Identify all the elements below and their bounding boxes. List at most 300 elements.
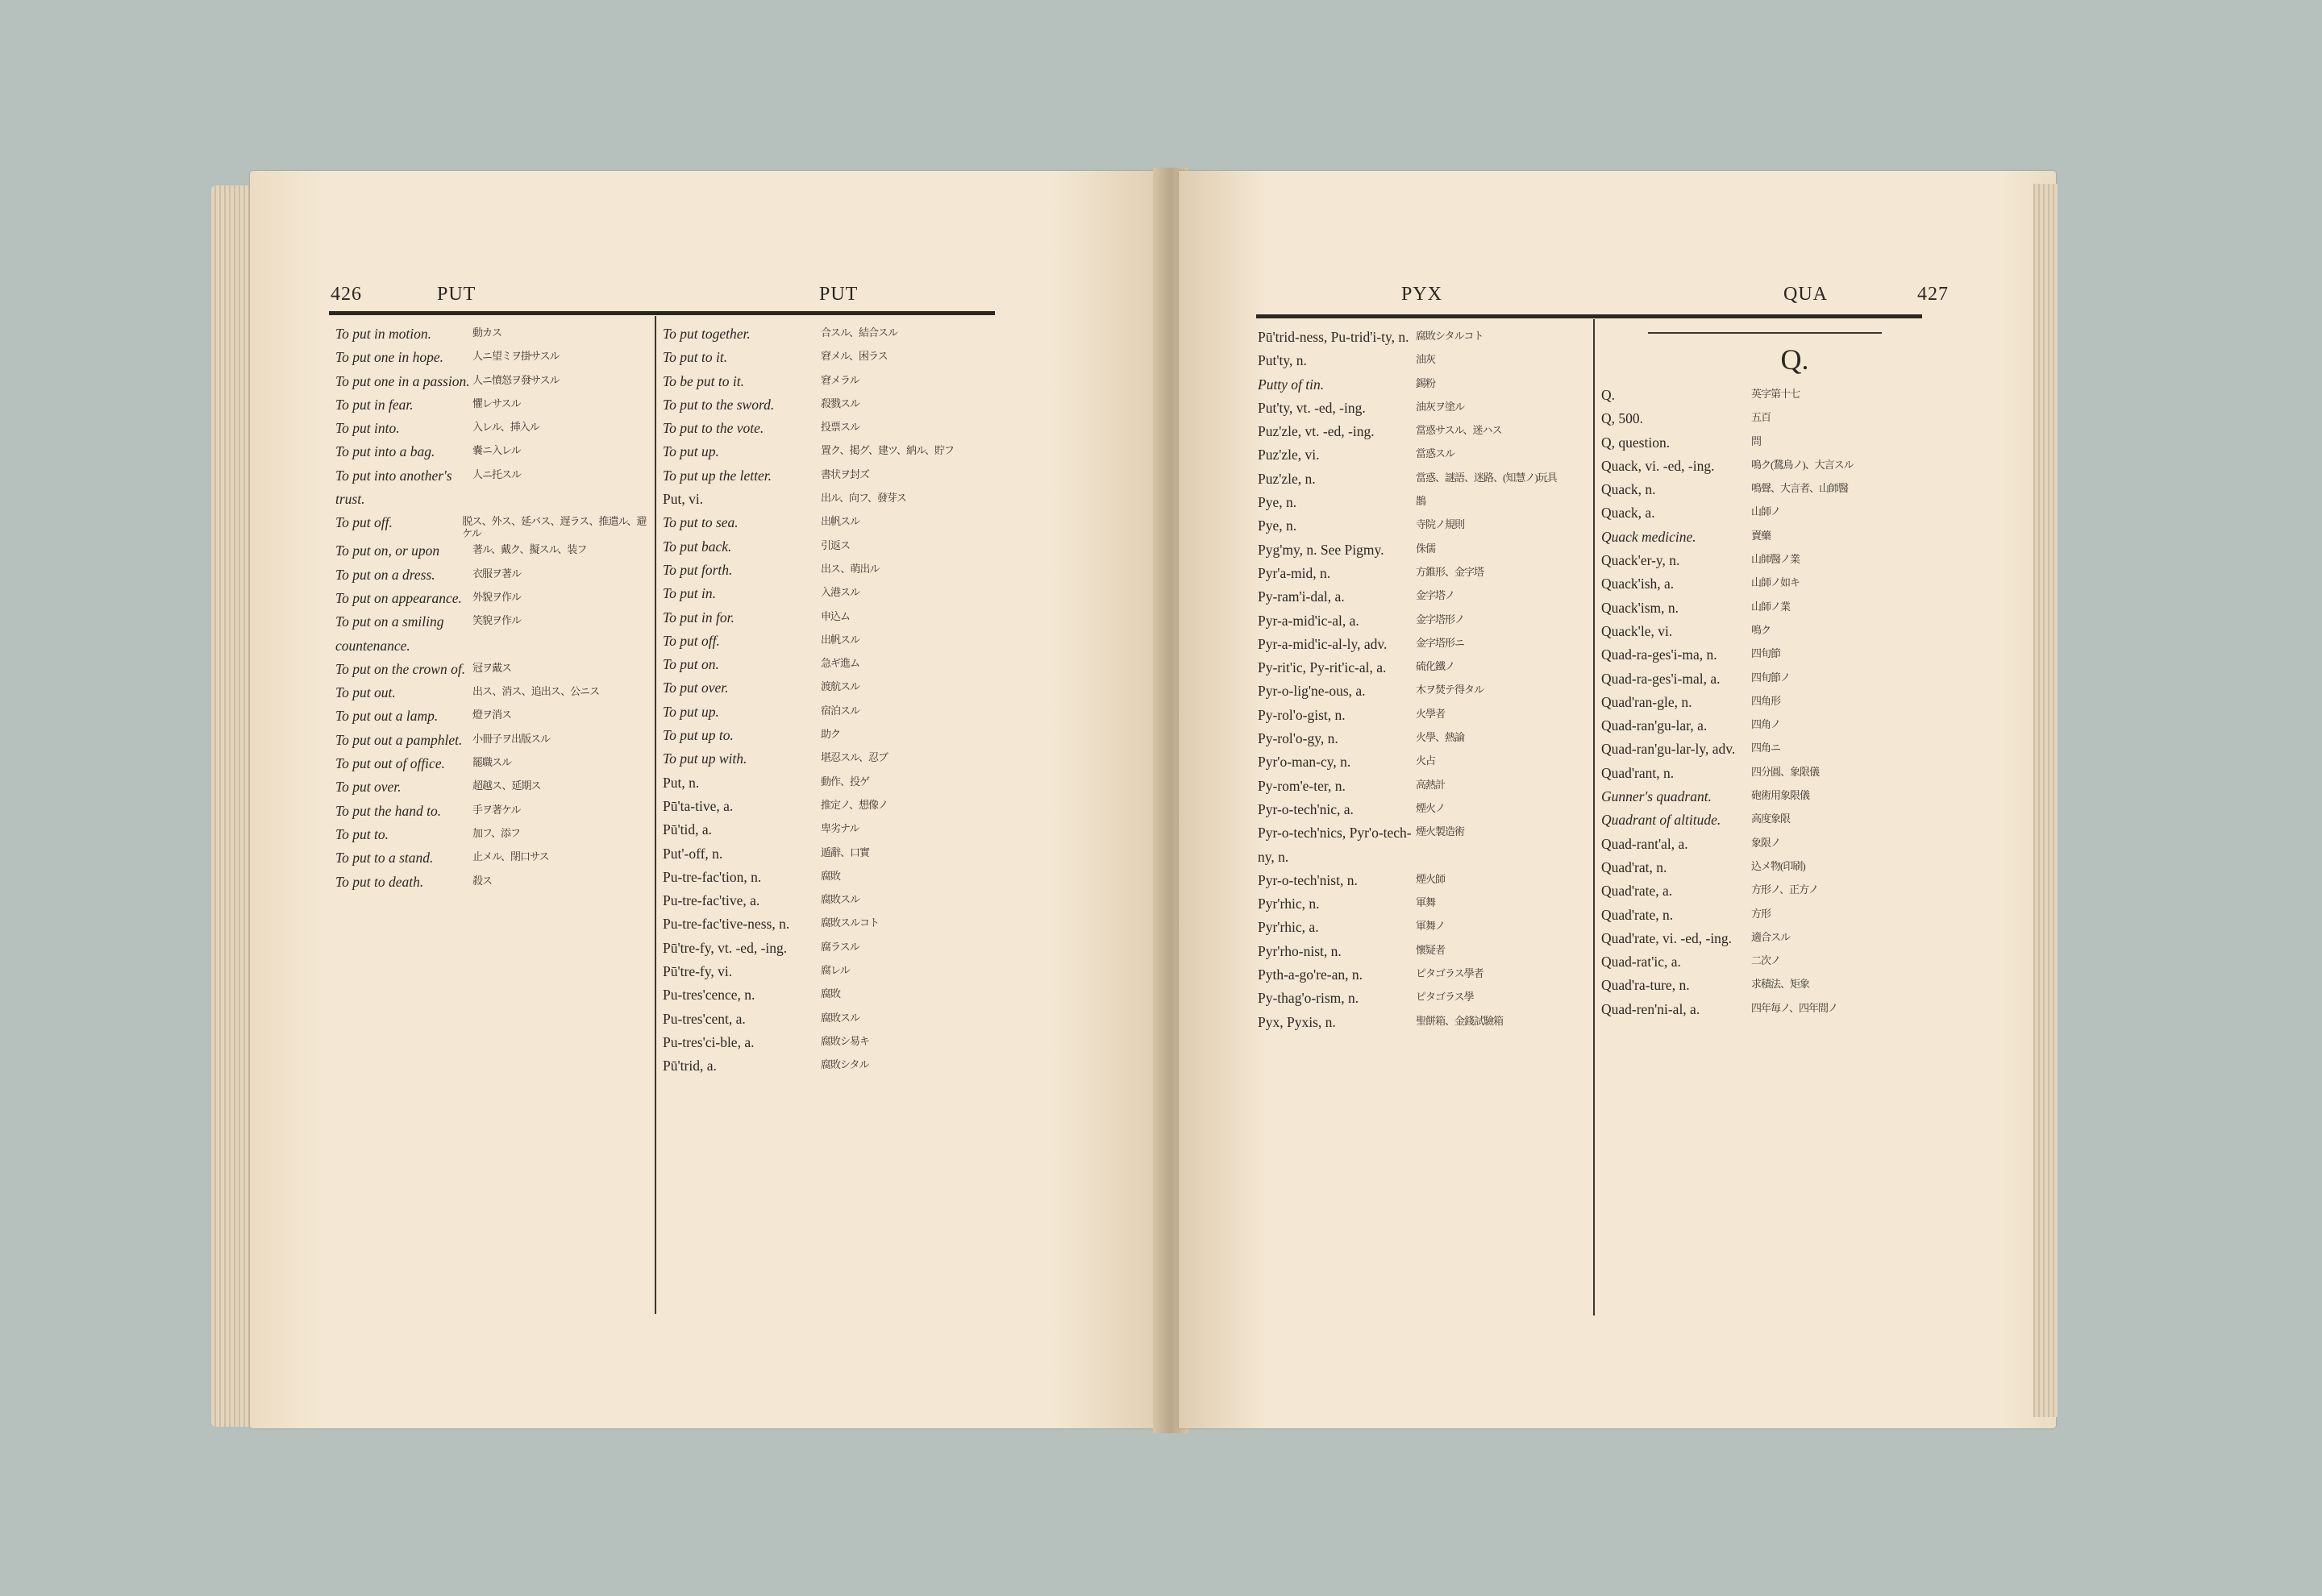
dictionary-entry xyxy=(335,800,650,823)
japanese-gloss: 火學、熱論 xyxy=(1416,731,1465,744)
running-head-right: QUA xyxy=(1783,284,1828,305)
dictionary-entry xyxy=(1258,633,1588,656)
dictionary-entry xyxy=(335,393,650,417)
japanese-gloss: 人ニ憤怒ヲ發サスル xyxy=(472,373,560,386)
headword: Quad-rat'ic, a. xyxy=(1601,954,1681,970)
japanese-gloss: 手ヲ著ケル xyxy=(472,803,521,816)
headword: To put to a stand. xyxy=(335,850,434,867)
dictionary-entry xyxy=(663,912,993,936)
japanese-gloss: 腐敗シ易キ xyxy=(821,1034,870,1047)
japanese-gloss: 金字塔ノ xyxy=(1416,589,1455,602)
dictionary-entry xyxy=(335,511,650,539)
japanese-gloss: 鳴ク(鵞鳥ノ)、大言スル xyxy=(1751,458,1854,471)
headword: Pyth-a-go're-an, n. xyxy=(1258,966,1363,983)
dictionary-entry xyxy=(663,795,993,818)
headword: Py-rol'o-gy, n. xyxy=(1258,730,1338,747)
headword: Put'-off, n. xyxy=(663,845,723,862)
headword: Quad-ran'gu-lar, a. xyxy=(1601,717,1708,734)
headword: To put up. xyxy=(663,703,719,720)
page-number-left: 426 xyxy=(331,284,362,305)
dictionary-entry xyxy=(335,539,650,563)
japanese-gloss: 卑劣ナル xyxy=(821,822,859,835)
japanese-gloss: 動作、投ゲ xyxy=(821,775,870,788)
dictionary-entry xyxy=(1601,667,1924,691)
japanese-gloss: 笑貌ヲ作ル xyxy=(472,614,522,627)
dictionary-entry xyxy=(335,752,650,775)
headword: To put in fear. xyxy=(335,396,414,413)
japanese-gloss: 出ス、消ス、追出ス、公ニス xyxy=(472,685,600,698)
dictionary-entry xyxy=(1601,856,1924,879)
headword: Quad-ran'gu-lar-ly, adv. xyxy=(1601,741,1736,758)
headword: Pyx, Pyxis, n. xyxy=(1258,1013,1336,1030)
japanese-gloss: 窘メル、困ラス xyxy=(821,350,888,363)
headword: Py-rit'ic, Py-rit'ic-al, a. xyxy=(1258,659,1387,676)
japanese-gloss: 著ル、戴ク、擬スル、装フ xyxy=(472,543,587,556)
headword: Put'ty, n. xyxy=(1258,352,1307,369)
dictionary-entry xyxy=(663,535,993,559)
headword: Quad'rant, n. xyxy=(1601,764,1675,781)
japanese-gloss: 人ニ望ミヲ掛サスル xyxy=(472,350,560,363)
japanese-gloss: 出帆スル xyxy=(821,633,860,646)
dictionary-entry xyxy=(663,559,993,582)
japanese-gloss: 求積法、矩象 xyxy=(1751,978,1810,991)
japanese-gloss: 金字塔形ニ xyxy=(1416,636,1465,649)
headword: To put out a lamp. xyxy=(335,708,439,725)
headword: Quad-ren'ni-al, a. xyxy=(1601,1000,1700,1017)
japanese-gloss: 適合スル xyxy=(1751,930,1791,943)
japanese-gloss: 燈ヲ消ス xyxy=(472,709,512,721)
dictionary-entry xyxy=(663,1008,993,1031)
japanese-gloss: 超越ス、延期ス xyxy=(472,779,541,792)
dictionary-entry xyxy=(1601,620,1924,643)
headword: Pū'tre-fy, vt. -ed, -ing. xyxy=(663,939,788,956)
japanese-gloss: 四年毎ノ、四年間ノ xyxy=(1751,1001,1837,1014)
dictionary-entry xyxy=(335,704,650,728)
dictionary-entry xyxy=(335,658,650,681)
dictionary-entry xyxy=(1258,821,1588,869)
japanese-gloss: 脱ス、外ス、延バス、遅ラス、推遣ル、避ケル xyxy=(462,515,647,540)
headword: Quack'er-y, n. xyxy=(1601,552,1680,569)
japanese-gloss: 腐敗スル xyxy=(821,893,860,906)
headword: Quad'rat, n. xyxy=(1601,858,1667,875)
dictionary-entry xyxy=(1258,680,1588,703)
dictionary-entry xyxy=(1601,478,1924,501)
japanese-gloss: ピタゴラス學 xyxy=(1416,991,1474,1004)
headword: Put, n. xyxy=(663,774,700,791)
headword: Pyr-a-mid'ic-al-ly, adv. xyxy=(1258,635,1388,652)
japanese-gloss: 入レル、挿入ル xyxy=(472,421,539,434)
japanese-gloss: 懼レサスル xyxy=(472,397,521,409)
headword: Puz'zle, n. xyxy=(1258,470,1316,487)
japanese-gloss: 小冊子ヲ出版スル xyxy=(472,732,551,745)
dictionary-entry xyxy=(1258,727,1588,750)
japanese-gloss: 腐敗スル xyxy=(821,1011,860,1024)
dictionary-entry xyxy=(663,322,993,346)
left-column-2 xyxy=(663,322,993,1079)
headword: Quack medicine. xyxy=(1601,528,1696,545)
headword: To put on, or upon xyxy=(335,542,440,559)
headword: Q. xyxy=(1601,387,1616,403)
japanese-gloss: 合スル、結合スル xyxy=(821,326,897,339)
dictionary-entry xyxy=(1258,609,1588,633)
dictionary-entry xyxy=(335,729,650,752)
japanese-gloss: 煙火製造術 xyxy=(1416,825,1465,838)
dictionary-entry xyxy=(1258,869,1588,892)
headword: Pu-tre-fac'tive-ness, n. xyxy=(663,916,790,933)
japanese-gloss: ピタゴラス學者 xyxy=(1416,967,1484,980)
dictionary-entry xyxy=(1601,384,1924,407)
left-column-1 xyxy=(335,322,650,894)
japanese-gloss: 罷職スル xyxy=(472,756,512,769)
headword: To put one in hope. xyxy=(335,349,444,366)
japanese-gloss: 四分圓、象限儀 xyxy=(1751,765,1820,778)
right-column-2 xyxy=(1601,326,1924,1021)
headword: Quack, n. xyxy=(1601,481,1656,498)
headword: To put in for. xyxy=(663,609,734,626)
japanese-gloss: 引返ス xyxy=(821,538,851,551)
headword: Pyr-o-tech'nic, a. xyxy=(1258,800,1354,817)
dictionary-entry xyxy=(1258,443,1588,467)
running-head-right: PUT xyxy=(819,284,859,305)
headword: To put on appearance. xyxy=(335,589,462,606)
column-divider xyxy=(655,316,656,1314)
dictionary-entry xyxy=(663,747,993,771)
headword: Quack, a. xyxy=(1601,505,1655,522)
headword: To put to it. xyxy=(663,349,728,366)
japanese-gloss: 賣藥 xyxy=(1751,529,1771,542)
section-letter-q: Q. xyxy=(1780,343,1809,376)
dictionary-entry xyxy=(335,610,650,658)
headword: To put on. xyxy=(663,656,719,673)
japanese-gloss: 殺ス xyxy=(472,874,493,887)
japanese-gloss: 出ス、萌出ル xyxy=(821,562,880,575)
headword: To be put to it. xyxy=(663,372,744,389)
dictionary-entry xyxy=(1601,549,1924,572)
dictionary-entry xyxy=(1601,879,1924,903)
section-rule xyxy=(1648,332,1882,334)
japanese-gloss: 宿泊スル xyxy=(821,704,860,717)
dictionary-entry xyxy=(1601,572,1924,596)
headword: Pū'trid, a. xyxy=(663,1058,717,1074)
headword: Quad-rant'al, a. xyxy=(1601,835,1688,852)
japanese-gloss: 鵲 xyxy=(1416,495,1426,508)
headword: Quad-ra-ges'i-ma, n. xyxy=(1601,646,1717,663)
headword: To put over. xyxy=(663,680,729,696)
dictionary-entry xyxy=(1258,892,1588,916)
japanese-gloss: 出帆スル xyxy=(821,515,860,528)
headword: To put on a smiling countenance. xyxy=(335,613,447,654)
japanese-gloss: 四角形 xyxy=(1751,694,1781,707)
headword: Pu-tre-fac'tive, a. xyxy=(663,892,760,909)
japanese-gloss: 助ク xyxy=(821,728,841,741)
dictionary-entry xyxy=(663,937,993,960)
headword: To put to the sword. xyxy=(663,396,775,413)
dictionary-entry xyxy=(1258,349,1588,372)
dictionary-entry xyxy=(663,464,993,488)
japanese-gloss: 遁辭、口實 xyxy=(821,846,870,858)
dictionary-entry xyxy=(663,417,993,440)
headword: Pū'tid, a. xyxy=(663,821,713,838)
headword: Py-rom'e-ter, n. xyxy=(1258,777,1346,794)
japanese-gloss: 投票スル xyxy=(821,421,860,434)
headword: Quadrant of altitude. xyxy=(1601,812,1721,829)
dictionary-entry xyxy=(1258,326,1588,349)
dictionary-entry xyxy=(1258,538,1588,562)
japanese-gloss: 腐敗 xyxy=(821,869,841,882)
japanese-gloss: 高度象限 xyxy=(1751,813,1791,825)
headword: To put on a dress. xyxy=(335,566,435,583)
dictionary-entry xyxy=(663,653,993,676)
running-head-left: PYX xyxy=(1401,284,1443,305)
headword: Py-rol'o-gist, n. xyxy=(1258,706,1346,723)
japanese-gloss: 推定ノ、想像ノ xyxy=(821,798,888,811)
dictionary-entry xyxy=(335,681,650,704)
dictionary-entry xyxy=(1258,704,1588,727)
japanese-gloss: 當惑サスル、迷ハス xyxy=(1416,424,1502,437)
dictionary-entry xyxy=(1601,808,1924,832)
headword: Quack'ish, a. xyxy=(1601,576,1675,592)
headword: Quad'rate, a. xyxy=(1601,883,1673,900)
headword: Pū'ta-tive, a. xyxy=(663,797,734,814)
japanese-gloss: 衣服ヲ著ル xyxy=(472,567,522,580)
dictionary-entry xyxy=(1601,950,1924,974)
running-head-left: PUT xyxy=(437,284,476,305)
dictionary-entry xyxy=(663,440,993,463)
japanese-gloss: 出ル、向フ、發芽ス xyxy=(821,492,906,505)
japanese-gloss: 煙火師 xyxy=(1416,872,1446,885)
column-divider xyxy=(1593,319,1595,1315)
dictionary-entry xyxy=(1601,833,1924,856)
headword: To put together. xyxy=(663,326,751,342)
japanese-gloss: 問 xyxy=(1751,434,1762,447)
dictionary-entry xyxy=(1601,904,1924,927)
dictionary-entry xyxy=(1258,373,1588,397)
headword: Py-ram'i-dal, a. xyxy=(1258,588,1345,605)
japanese-gloss: 込メ物(印刷) xyxy=(1751,859,1805,872)
japanese-gloss: 殺戮スル xyxy=(821,397,860,409)
japanese-gloss: 懷疑者 xyxy=(1416,943,1446,956)
dictionary-entry xyxy=(1258,656,1588,680)
dictionary-entry xyxy=(663,370,993,393)
headword: To put the hand to. xyxy=(335,802,442,819)
japanese-gloss: 方錐形、金字塔 xyxy=(1416,565,1484,578)
japanese-gloss: 堪忍スル、忍ブ xyxy=(821,751,888,764)
dictionary-entry xyxy=(1601,431,1924,455)
japanese-gloss: 置ク、掲グ、建ツ、納ル、貯フ xyxy=(821,444,955,457)
japanese-gloss: 嚢ニ入レル xyxy=(472,444,521,457)
left-page xyxy=(250,171,1163,1428)
headword: To put in motion. xyxy=(335,326,431,342)
dictionary-entry xyxy=(1601,714,1924,738)
dictionary-entry xyxy=(1601,526,1924,549)
japanese-gloss: 四旬節 xyxy=(1751,647,1781,660)
headword: Pyr-o-tech'nist, n. xyxy=(1258,871,1358,888)
dictionary-entry xyxy=(663,983,993,1007)
dictionary-entry xyxy=(1258,468,1588,491)
japanese-gloss: 腐敗シタルコト xyxy=(1416,330,1484,342)
headword: Put'ty, vt. -ed, -ing. xyxy=(1258,399,1366,416)
dictionary-entry xyxy=(1601,974,1924,997)
headword: Pyg'my, n. See Pigmy. xyxy=(1258,541,1384,558)
headword: To put up with. xyxy=(663,750,747,767)
headword: To put one in a passion. xyxy=(335,372,470,389)
dictionary-entry xyxy=(1601,596,1924,620)
right-column-1 xyxy=(1258,326,1588,1034)
dictionary-entry xyxy=(663,582,993,605)
dictionary-entry xyxy=(663,488,993,511)
dictionary-entry xyxy=(1601,738,1924,761)
dictionary-entry xyxy=(1601,407,1924,430)
japanese-gloss: 錫粉 xyxy=(1416,376,1436,389)
japanese-gloss: 急ギ進ム xyxy=(821,657,860,670)
dictionary-entry xyxy=(335,775,650,799)
japanese-gloss: 申込ム xyxy=(821,609,851,622)
japanese-gloss: 腐敗 xyxy=(821,987,841,1000)
japanese-gloss: 腐敗シタル xyxy=(821,1058,869,1071)
japanese-gloss: 書状ヲ封ズ xyxy=(821,468,870,480)
japanese-gloss: 火學者 xyxy=(1416,707,1446,720)
dictionary-entry xyxy=(663,393,993,417)
japanese-gloss: 山師ノ業 xyxy=(1751,600,1791,613)
japanese-gloss: 當惑、謎語、迷路、(知慧ノ)玩具 xyxy=(1416,471,1557,484)
japanese-gloss: 四旬節ノ xyxy=(1751,671,1791,684)
dictionary-entry xyxy=(335,823,650,846)
japanese-gloss: 外貌ヲ作ル xyxy=(472,590,522,603)
japanese-gloss: 窘メラル xyxy=(821,373,859,386)
dictionary-entry xyxy=(663,960,993,983)
japanese-gloss: 止メル、閉口サス xyxy=(472,850,549,863)
headword: Pye, n. xyxy=(1258,517,1297,534)
dictionary-entry xyxy=(335,417,650,440)
dictionary-entry xyxy=(1258,562,1588,585)
headword: Pyr'a-mid, n. xyxy=(1258,564,1331,581)
headword: Puz'zle, vi. xyxy=(1258,447,1320,463)
japanese-gloss: 當惑スル xyxy=(1416,447,1455,460)
headword: Quad-ra-ges'i-mal, a. xyxy=(1601,670,1721,687)
headword: Quad'rate, n. xyxy=(1601,906,1674,923)
headword: Puz'zle, vt. -ed, -ing. xyxy=(1258,423,1375,440)
dictionary-entry xyxy=(663,1054,993,1078)
japanese-gloss: 寺院ノ規則 xyxy=(1416,518,1465,531)
dictionary-entry xyxy=(335,871,650,894)
open-book xyxy=(211,168,2066,1433)
headword: Q, 500. xyxy=(1601,410,1644,427)
headword: Pyr-a-mid'ic-al, a. xyxy=(1258,612,1359,629)
japanese-gloss: 山師ノ xyxy=(1751,505,1781,518)
dictionary-entry xyxy=(1258,585,1588,609)
dictionary-entry xyxy=(1601,998,1924,1021)
japanese-gloss: 腐ラスル xyxy=(821,940,859,953)
dictionary-entry xyxy=(335,846,650,870)
japanese-gloss: 木ヲ焚テ得タル xyxy=(1416,684,1484,696)
japanese-gloss: 煙火ノ xyxy=(1416,801,1446,814)
dictionary-entry xyxy=(1258,514,1588,538)
japanese-gloss: 油灰ヲ塗ル xyxy=(1416,400,1465,413)
dictionary-entry xyxy=(335,464,650,512)
dictionary-entry xyxy=(1258,798,1588,821)
headword: To put off. xyxy=(663,632,720,649)
dictionary-entry xyxy=(1258,420,1588,443)
headword: To put out. xyxy=(335,684,396,701)
japanese-gloss: 動カス xyxy=(472,326,502,339)
dictionary-entry xyxy=(663,866,993,889)
dictionary-entry xyxy=(1258,750,1588,774)
japanese-gloss: 聖餅箱、金錢試驗箱 xyxy=(1416,1014,1504,1027)
dictionary-entry xyxy=(335,346,650,369)
dictionary-entry xyxy=(1601,643,1924,667)
dictionary-entry xyxy=(1258,1011,1588,1034)
japanese-gloss: 鳴聲、大言者、山師醫 xyxy=(1751,482,1849,495)
dictionary-entry xyxy=(1258,491,1588,514)
headword: To put to. xyxy=(335,825,389,842)
headword: To put back. xyxy=(663,538,732,555)
dictionary-entry xyxy=(1258,775,1588,798)
headword: Pye, n. xyxy=(1258,494,1297,511)
page-edges-right xyxy=(2033,184,2058,1417)
japanese-gloss: 二次ノ xyxy=(1751,954,1781,967)
headword: To put to death. xyxy=(335,873,424,890)
headword: To put into another's trust. xyxy=(335,467,456,508)
headword: To put on the crown of. xyxy=(335,660,466,677)
japanese-gloss: 鳴ク xyxy=(1751,623,1771,636)
headword: Py-thag'o-rism, n. xyxy=(1258,990,1359,1007)
japanese-gloss: 山師醫ノ業 xyxy=(1751,553,1800,566)
headword: Putty of tin. xyxy=(1258,376,1325,393)
headword: Pyr-o-tech'nics, Pyr'o-tech-ny, n. xyxy=(1258,825,1412,865)
dictionary-entry xyxy=(663,346,993,369)
japanese-gloss: 侏儒 xyxy=(1416,542,1436,555)
headword: To put off. xyxy=(335,514,393,531)
headword: To put out a pamphlet. xyxy=(335,731,463,748)
dictionary-entry xyxy=(335,563,650,587)
headword: Pu-tres'ci-ble, a. xyxy=(663,1033,755,1050)
japanese-gloss: 火占 xyxy=(1416,754,1436,767)
headword: Pyr'o-man-cy, n. xyxy=(1258,754,1351,771)
headword: Put, vi. xyxy=(663,491,704,508)
dictionary-entry xyxy=(335,322,650,346)
headword: Pū'tre-fy, vi. xyxy=(663,963,733,980)
japanese-gloss: 四角ノ xyxy=(1751,718,1781,731)
headword: To put up to. xyxy=(663,727,734,744)
japanese-gloss: 冠ヲ戴ス xyxy=(472,661,512,674)
headword: Pyr'rho-nist, n. xyxy=(1258,942,1342,959)
headword: Pyr-o-lig'ne-ous, a. xyxy=(1258,683,1366,700)
dictionary-entry xyxy=(335,587,650,610)
dictionary-entry xyxy=(663,724,993,747)
dictionary-entry xyxy=(1601,455,1924,478)
japanese-gloss: 腐レル xyxy=(821,964,850,977)
dictionary-entry xyxy=(1258,987,1588,1010)
dictionary-entry xyxy=(1601,927,1924,950)
japanese-gloss: 金字塔形ノ xyxy=(1416,613,1465,626)
dictionary-entry xyxy=(1601,501,1924,525)
headword: Pu-tres'cence, n. xyxy=(663,987,755,1004)
japanese-gloss: 加フ、添フ xyxy=(472,826,520,839)
page-number-right: 427 xyxy=(1917,284,1949,305)
japanese-gloss: 軍舞 xyxy=(1416,896,1436,909)
headword: Quad'ra-ture, n. xyxy=(1601,977,1690,994)
japanese-gloss: 山師ノ如キ xyxy=(1751,576,1800,589)
japanese-gloss: 人ニ托スル xyxy=(472,468,522,480)
japanese-gloss: 腐敗スルコト xyxy=(821,916,880,929)
dictionary-entry xyxy=(1601,762,1924,785)
japanese-gloss: 五百 xyxy=(1751,411,1771,424)
headword: Pyr'rhic, a. xyxy=(1258,919,1319,936)
dictionary-entry xyxy=(1601,691,1924,714)
headword: To put to the vote. xyxy=(663,420,764,437)
dictionary-entry xyxy=(1258,916,1588,939)
dictionary-entry xyxy=(1258,397,1588,420)
